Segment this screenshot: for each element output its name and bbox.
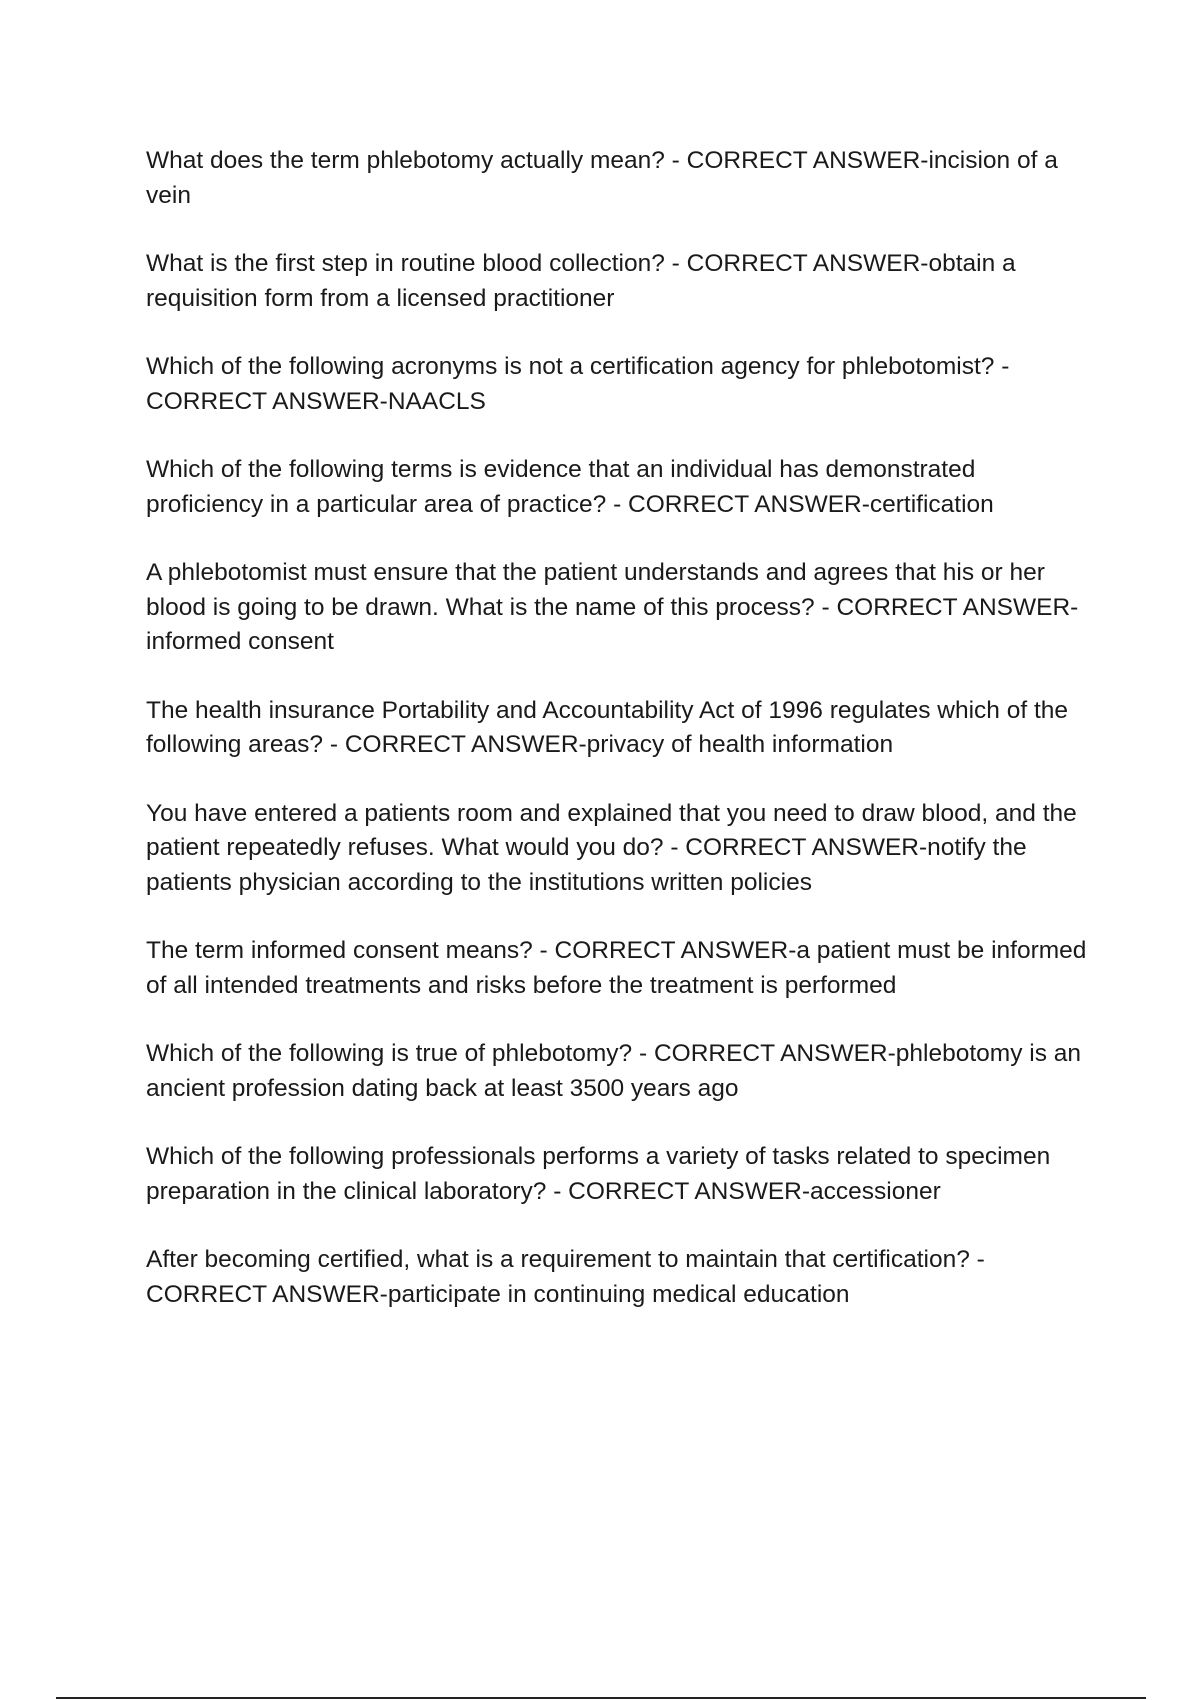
qa-item: What is the first step in routine blood collection? - CORRECT ANSWER-obtain a requisition form from a licensed practitioner [146,250,1016,312]
qa-item: Which of the following professionals performs a variety of tasks related to specimen preparation in the clinical laboratory? - CORRECT ANSWER-accessioner [146,1143,1051,1205]
qa-item: A phlebotomist must ensure that the patient understands and agrees that his or her blood is going to be drawn. What is the name of this process? - CORRECT ANSWER-informed consent [146,559,1079,655]
qa-item: You have entered a patients room and explained that you need to draw blood, and the patient repeatedly refuses. What would you do? - CORRECT ANSWER-notify the patients physician according to the institutions written policies [146,799,1077,896]
qa-item: Which of the following acronyms is not a certification agency for phlebotomist? - CORRECT ANSWER-NAACLS [146,353,1010,415]
qa-item: What does the term phlebotomy actually mean? - CORRECT ANSWER-incision of a vein [146,147,1058,209]
qa-item: The health insurance Portability and Accountability Act of 1996 regulates which of the following areas? - CORRECT ANSWER-privacy of health information [146,696,1069,758]
qa-item: Which of the following terms is evidence that an individual has demonstrated proficiency in a particular area of practice? - CORRECT ANSWER-certification [146,456,994,518]
qa-item: Which of the following is true of phlebotomy? - CORRECT ANSWER-phlebotomy is an ancient profession dating back at least 3500 years ago [146,1040,1082,1102]
qa-list [146,144,1096,1346]
qa-item: After becoming certified, what is a requirement to maintain that certification? - CORRECT ANSWER-participate in continuing medical education [146,1246,985,1308]
qa-item: The term informed consent means? - CORRECT ANSWER-a patient must be informed of all intended treatments and risks before the treatment is performed [146,937,1087,999]
page-bottom-rule [56,1697,1146,1699]
